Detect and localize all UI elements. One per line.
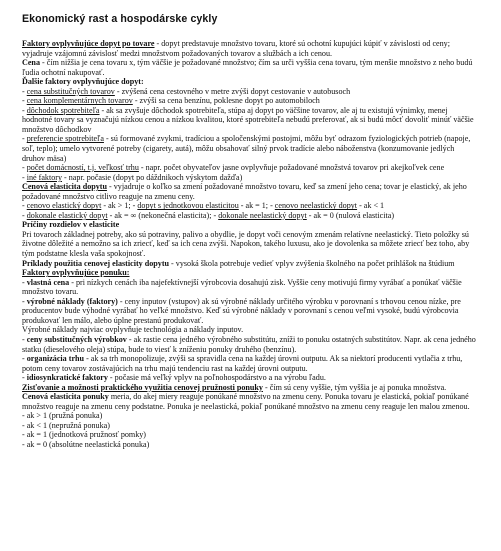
text-run: -: [22, 172, 27, 182]
document-paragraph: [22, 259, 479, 269]
text-run: - dopyt predstavuje množstvo tovaru, ktoré sú ochotní kupujúci kúpiť v závislosti od ceny; vyjadruje vzájomnú závislosť medzi množstvom požadovaných tovarov a službách a ich cenou.: [22, 39, 450, 58]
document-title: Ekonomický rast a hospodárske cykly: [22, 13, 218, 25]
bold-text: výrobné náklady (faktory): [26, 296, 118, 306]
bold-text: Faktory ovplyvňujúce dopyt po tovare: [22, 39, 155, 48]
document-paragraph: [22, 220, 479, 230]
document-paragraph: [22, 325, 479, 335]
text-run: - napr. počet obyvateľov jasne ovplyvňuje požadované množstvá tovarov pri akejkoľvek cene: [138, 163, 445, 173]
text-run: - pri nízkych cenách iba najefektívnejší výrobcovia dosahujú zisk. Vyššie ceny motivujú firmy vyrábať a ponúkať väčšie množstvo tovaru.: [22, 277, 462, 297]
underlined-text: cenovo neelastický dopyt: [274, 201, 358, 211]
document-paragraph: [22, 173, 479, 183]
underlined-text: dokonale elastický dopyt: [26, 210, 108, 220]
text-run: - čím nižšia je cena tovaru x, tým väčšie je požadované množstvo; čím sa urči vyššia cena tovaru, tým menšie množstvo z neho budú ľudia ochotní nakupovať.: [22, 58, 473, 77]
bold-text: idiosynkratické faktory: [26, 373, 108, 383]
text-run: - zvýši sa cena benzínu, poklesne dopyt po automobiloch: [132, 96, 320, 106]
document-paragraph: [22, 211, 479, 221]
text-run: -: [22, 296, 27, 306]
document-paragraph: [22, 182, 479, 201]
bold-text: Cenová elasticita ponuky: [22, 392, 109, 402]
bold-text: organizácia trhu: [26, 354, 85, 364]
bold-text: Cenová elasticita dopytu: [22, 182, 107, 192]
document-paragraph: [22, 383, 479, 393]
text-run: - ak = 1; -: [238, 201, 275, 211]
text-run: -: [22, 373, 27, 383]
document-paragraph: [22, 354, 479, 373]
text-run: - ak rastie cena jedného výrobného substitútu, zníži to ponuku ostatných substitútov. Napr. ak cena jedného statku (dieselového oleja) stúpa, bude to viesť k zníženiu ponuky druhého (benzínu).: [22, 334, 476, 354]
text-run: - sú formované zvykmi, tradíciou a spoločenskými postojmi, môžu byť odrazom fyziologických potrieb (napoje, soľ, teplo); umelo vytvorené potreby (cigarety, autá), môžu obsahovať silný prvok tradície alebo náboženstva (konzumovanie jedlých druhov mäsa): [22, 134, 471, 163]
text-run: - vyjadruje o koľko sa zmení požadované množstvo tovaru, keď sa zmení jeho cena; tovar je elastický, ak jeho požadované množstvo citlivo reaguje na zmenu ceny.: [22, 182, 467, 201]
text-run: - vysoká škola potrebuje vedieť vplyv zvýšenia školného na počet prihlášok na štúdium: [169, 258, 455, 268]
bold-text: Zisťovanie a možnosti praktického využitia cenovej pružnosti ponuky: [22, 382, 263, 392]
document-body: [22, 39, 479, 450]
underlined-text: počet domácností, t.j. veľkosť trhu: [26, 163, 139, 173]
text-run: -: [22, 354, 27, 364]
underlined-text: dokonale neelastický dopyt: [218, 210, 307, 220]
text-run: - počasie má veľký vplyv na poľnohospodárstvo a na výrobu ľadu.: [107, 373, 326, 383]
text-run: - ak = ∞ (nekonečná elasticita); -: [107, 210, 219, 220]
underlined-text: dopyt s jednotkovou elasticitou: [137, 201, 239, 211]
document-paragraph: [22, 297, 479, 326]
text-run: - čím sú ceny vyššie, tým vyššia je aj ponuka množstva.: [262, 382, 447, 392]
document-paragraph: [22, 163, 479, 173]
text-run: Pri tovaroch základnej potreby, ako sú potraviny, palivo a obydlie, je dopyt voči cenovým zmenám relatívne neelastický. Tieto položky sú životne dôležité a nemožno sa ich zriecť, keď sa ich cena zvýši. Napokon, takého luxusu, ako je dovolenka sa môžete zriecť bez toho, aby tým podstatne klesla vaša spokojnosť.: [22, 229, 470, 259]
text-run: -: [22, 134, 27, 144]
underlined-text: cena substitučných tovarov: [26, 86, 115, 96]
document-paragraph: [22, 392, 479, 411]
text-run: -: [22, 201, 27, 211]
text-run: -: [22, 96, 27, 106]
underlined-text: preferencie spotrebiteľa: [26, 134, 104, 144]
underlined-text: cenovo elastický dopyt: [26, 201, 102, 211]
document-paragraph: [22, 39, 479, 58]
bold-text: ceny substitučných výrobkov: [26, 334, 127, 344]
text-run: - ak = 0 (absolútne neelastická ponuka): [22, 439, 150, 449]
bold-text: Príčiny rozdielov v elasticite: [22, 220, 120, 230]
text-run: - ak > 1 (pružná ponuka): [22, 411, 103, 421]
text-run: -: [22, 277, 27, 287]
text-run: - napr. počasie (dopyt po dáždnikoch výskytom dažďa): [62, 172, 243, 182]
bold-text: Príklady použitia cenovej elasticity dopytu: [22, 258, 170, 268]
document-paragraph: [22, 134, 479, 163]
text-run: - ak = 0 (nulová elasticita): [306, 210, 395, 220]
document-paragraph: [22, 335, 479, 354]
text-run: Výrobné náklady najviac ovplyvňuje technológia a náklady inputov.: [22, 325, 244, 335]
document-paragraph: [22, 421, 479, 431]
bold-text: Ďalšie faktory ovplyvňujúce dopyt:: [22, 77, 144, 87]
text-run: -: [22, 210, 27, 220]
document-paragraph: [22, 411, 479, 421]
document-paragraph: [22, 87, 479, 97]
bold-text: vlastná cena: [26, 277, 70, 287]
document-paragraph: [22, 230, 479, 259]
document-paragraph: [22, 201, 479, 211]
text-run: -: [22, 86, 27, 96]
text-run: -: [22, 163, 27, 173]
text-run: - ak < 1: [357, 201, 385, 211]
text-run: - ak sa trh monopolizuje, zvýši sa spravidla cena na každej úrovni outputu. Ak sa niektorí producenti vytlačia z trhu, potom ceny tovarov zostávajúcich na trhu majú tendenciu rast na každej úrovni outputu.: [22, 354, 463, 373]
text-run: -: [22, 105, 27, 115]
document-paragraph: [22, 106, 479, 135]
underlined-text: cena komplementárnych tovarov: [26, 96, 133, 106]
document-paragraph: [22, 96, 479, 106]
document-paragraph: [22, 77, 479, 87]
text-run: - ak sa zvyšuje dôchodok spotrebiteľa, stúpa aj dopyt po väčšine tovarov, ale aj tu existujú výnimky, menej hodnotné tovary sa vyznačujú nízkou cenou a nízkou kvalitou, ktoré spotrebiteľa nebudú preferovať, ak si budú môcť dovoliť minúť väčšie množstvo dôchodkov: [22, 105, 474, 134]
text-run: -: [22, 334, 27, 344]
text-run: - ak = 1 (jednotková pružnosť pomky): [22, 430, 147, 440]
bold-text: Faktory ovplyvňujúce ponuku:: [22, 268, 130, 278]
document-paragraph: [22, 373, 479, 383]
document-paragraph: [22, 440, 479, 450]
bold-text: Cena: [22, 58, 40, 68]
underlined-text: dôchodok spotrebiteľa: [26, 105, 100, 115]
text-run: - ak > 1; -: [101, 201, 138, 211]
text-run: - ceny inputov (vstupov) ak sú výrobné náklady určitého výrobku v porovnaní s trhovou cenou nízke, pre producentov bude výhodné vyrábať ho veľké množstvo. Keď sú výrobné náklady v porovnaní s cenou veľmi vysoké, budú výrobcovia produkovať len málo, alebo úplne prestanú produkovať.: [22, 296, 461, 325]
document-paragraph: [22, 268, 479, 278]
text-run: meria, do akej miery reaguje ponúkané množstvo na zmenu ceny. Ponuka tovaru je elastická, pokiaľ ponúkané množstvo reaguje na zmenu ceny podstatne. Ponuka je neelastická, pokiaľ ponúkané množstvo na zmenu ceny reaguje len malou zmenou.: [22, 392, 470, 411]
underlined-text: iné faktory: [26, 172, 63, 182]
document-paragraph: [22, 278, 479, 297]
text-run: - zvýšená cena cestovného v metre zvýši dopyt cestovanie v autobusoch: [114, 86, 351, 96]
document-paragraph: [22, 58, 479, 77]
text-run: - ak < 1 (nepružná ponuka): [22, 420, 110, 430]
document-paragraph: [22, 430, 479, 440]
